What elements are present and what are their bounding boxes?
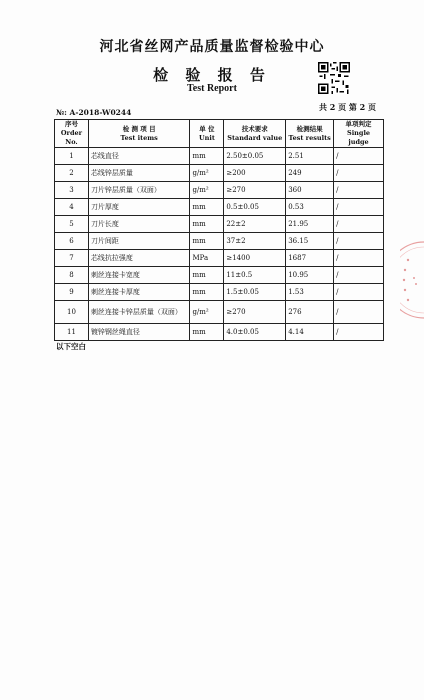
- table-row: [55, 233, 384, 250]
- cell-unit: mm: [190, 267, 224, 284]
- cell-judge: /: [334, 148, 384, 165]
- cell-judge: /: [334, 301, 384, 324]
- cell-unit: g/m²: [190, 182, 224, 199]
- cell-unit: g/m²: [190, 301, 224, 324]
- cell-item: 芯线直径: [88, 148, 190, 165]
- cell-standard: ≥270: [224, 301, 286, 324]
- cell-item: 刺丝连接卡厚度: [88, 284, 190, 301]
- red-seal-stamp: [400, 240, 424, 320]
- cell-standard: 22±2: [224, 216, 286, 233]
- cell-unit: MPa: [190, 250, 224, 267]
- cell-item: 刺丝连接卡宽度: [88, 267, 190, 284]
- cell-no: 3: [55, 182, 89, 199]
- cell-unit: mm: [190, 233, 224, 250]
- cell-result: 0.53: [286, 199, 334, 216]
- cell-no: 1: [55, 148, 89, 165]
- table-row: [55, 267, 384, 284]
- cell-item: 刀片厚度: [88, 199, 190, 216]
- table-row: [55, 284, 384, 301]
- cell-standard: 4.0±0.05: [224, 324, 286, 341]
- cell-no: 8: [55, 267, 89, 284]
- table-row: [55, 301, 384, 324]
- cell-result: 1.53: [286, 284, 334, 301]
- cell-unit: mm: [190, 284, 224, 301]
- cell-result: 36.15: [286, 233, 334, 250]
- report-title-en: Test Report: [187, 83, 237, 94]
- cell-standard: 1.5±0.05: [224, 284, 286, 301]
- table-row: [55, 324, 384, 341]
- header-test-items: 检 测 项 目 Test items: [88, 120, 190, 148]
- table-row: [55, 165, 384, 182]
- cell-no: 6: [55, 233, 89, 250]
- cell-item: 刀片锌层质量（双面）: [88, 182, 190, 199]
- cell-judge: /: [334, 216, 384, 233]
- cell-judge: /: [334, 199, 384, 216]
- table-row: [55, 148, 384, 165]
- cell-item: 芯线抗拉强度: [88, 250, 190, 267]
- cell-no: 10: [55, 301, 89, 324]
- cell-item: 刀片间距: [88, 233, 190, 250]
- cell-standard: 2.50±0.05: [224, 148, 286, 165]
- cell-judge: /: [334, 182, 384, 199]
- cell-judge: /: [334, 284, 384, 301]
- cell-standard: ≥270: [224, 182, 286, 199]
- header-standard-value: 技术要求 Standard value: [224, 120, 286, 148]
- report-number: №: A-2018-W0244: [56, 108, 132, 117]
- cell-judge: /: [334, 267, 384, 284]
- cell-result: 10.95: [286, 267, 334, 284]
- cell-no: 9: [55, 284, 89, 301]
- cell-item: 刀片长度: [88, 216, 190, 233]
- table-row: [55, 250, 384, 267]
- table-row: [55, 199, 384, 216]
- header-unit: 单 位 Unit: [190, 120, 224, 148]
- cell-unit: mm: [190, 216, 224, 233]
- cell-judge: /: [334, 250, 384, 267]
- cell-item: 镀锌钢丝绳直径: [88, 324, 190, 341]
- cell-standard: 11±0.5: [224, 267, 286, 284]
- cell-no: 2: [55, 165, 89, 182]
- cell-result: 360: [286, 182, 334, 199]
- cell-result: 276: [286, 301, 334, 324]
- cell-no: 11: [55, 324, 89, 341]
- table-row: [55, 182, 384, 199]
- page-number: 共 2 页 第 2 页: [318, 102, 376, 112]
- cell-unit: mm: [190, 324, 224, 341]
- cell-standard: 0.5±0.05: [224, 199, 286, 216]
- cell-judge: /: [334, 233, 384, 250]
- qr-code-icon: [318, 62, 350, 94]
- header-order-no: 序号 Order No.: [55, 120, 89, 148]
- cell-no: 5: [55, 216, 89, 233]
- test-results-table: [54, 119, 384, 341]
- cell-result: 21.95: [286, 216, 334, 233]
- blank-below-note: 以下空白: [56, 342, 86, 351]
- cell-standard: 37±2: [224, 233, 286, 250]
- report-title-cn: 检 验 报 告: [153, 66, 271, 84]
- cell-result: 1687: [286, 250, 334, 267]
- cell-judge: /: [334, 324, 384, 341]
- cell-result: 4.14: [286, 324, 334, 341]
- cell-item: 芯线锌层质量: [88, 165, 190, 182]
- cell-no: 4: [55, 199, 89, 216]
- cell-judge: /: [334, 165, 384, 182]
- cell-unit: g/m²: [190, 165, 224, 182]
- cell-unit: mm: [190, 199, 224, 216]
- cell-standard: ≥200: [224, 165, 286, 182]
- cell-unit: mm: [190, 148, 224, 165]
- table-header-row: [55, 120, 384, 148]
- cell-standard: ≥1400: [224, 250, 286, 267]
- header-test-results: 检测结果 Test results: [286, 120, 334, 148]
- header-single-judge: 单项判定 Single judge: [334, 120, 384, 148]
- cell-result: 249: [286, 165, 334, 182]
- table-row: [55, 216, 384, 233]
- organization-name: 河北省丝网产品质量监督检验中心: [99, 39, 325, 55]
- cell-result: 2.51: [286, 148, 334, 165]
- cell-item: 刺丝连接卡锌层质量（双面）: [88, 301, 190, 324]
- cell-no: 7: [55, 250, 89, 267]
